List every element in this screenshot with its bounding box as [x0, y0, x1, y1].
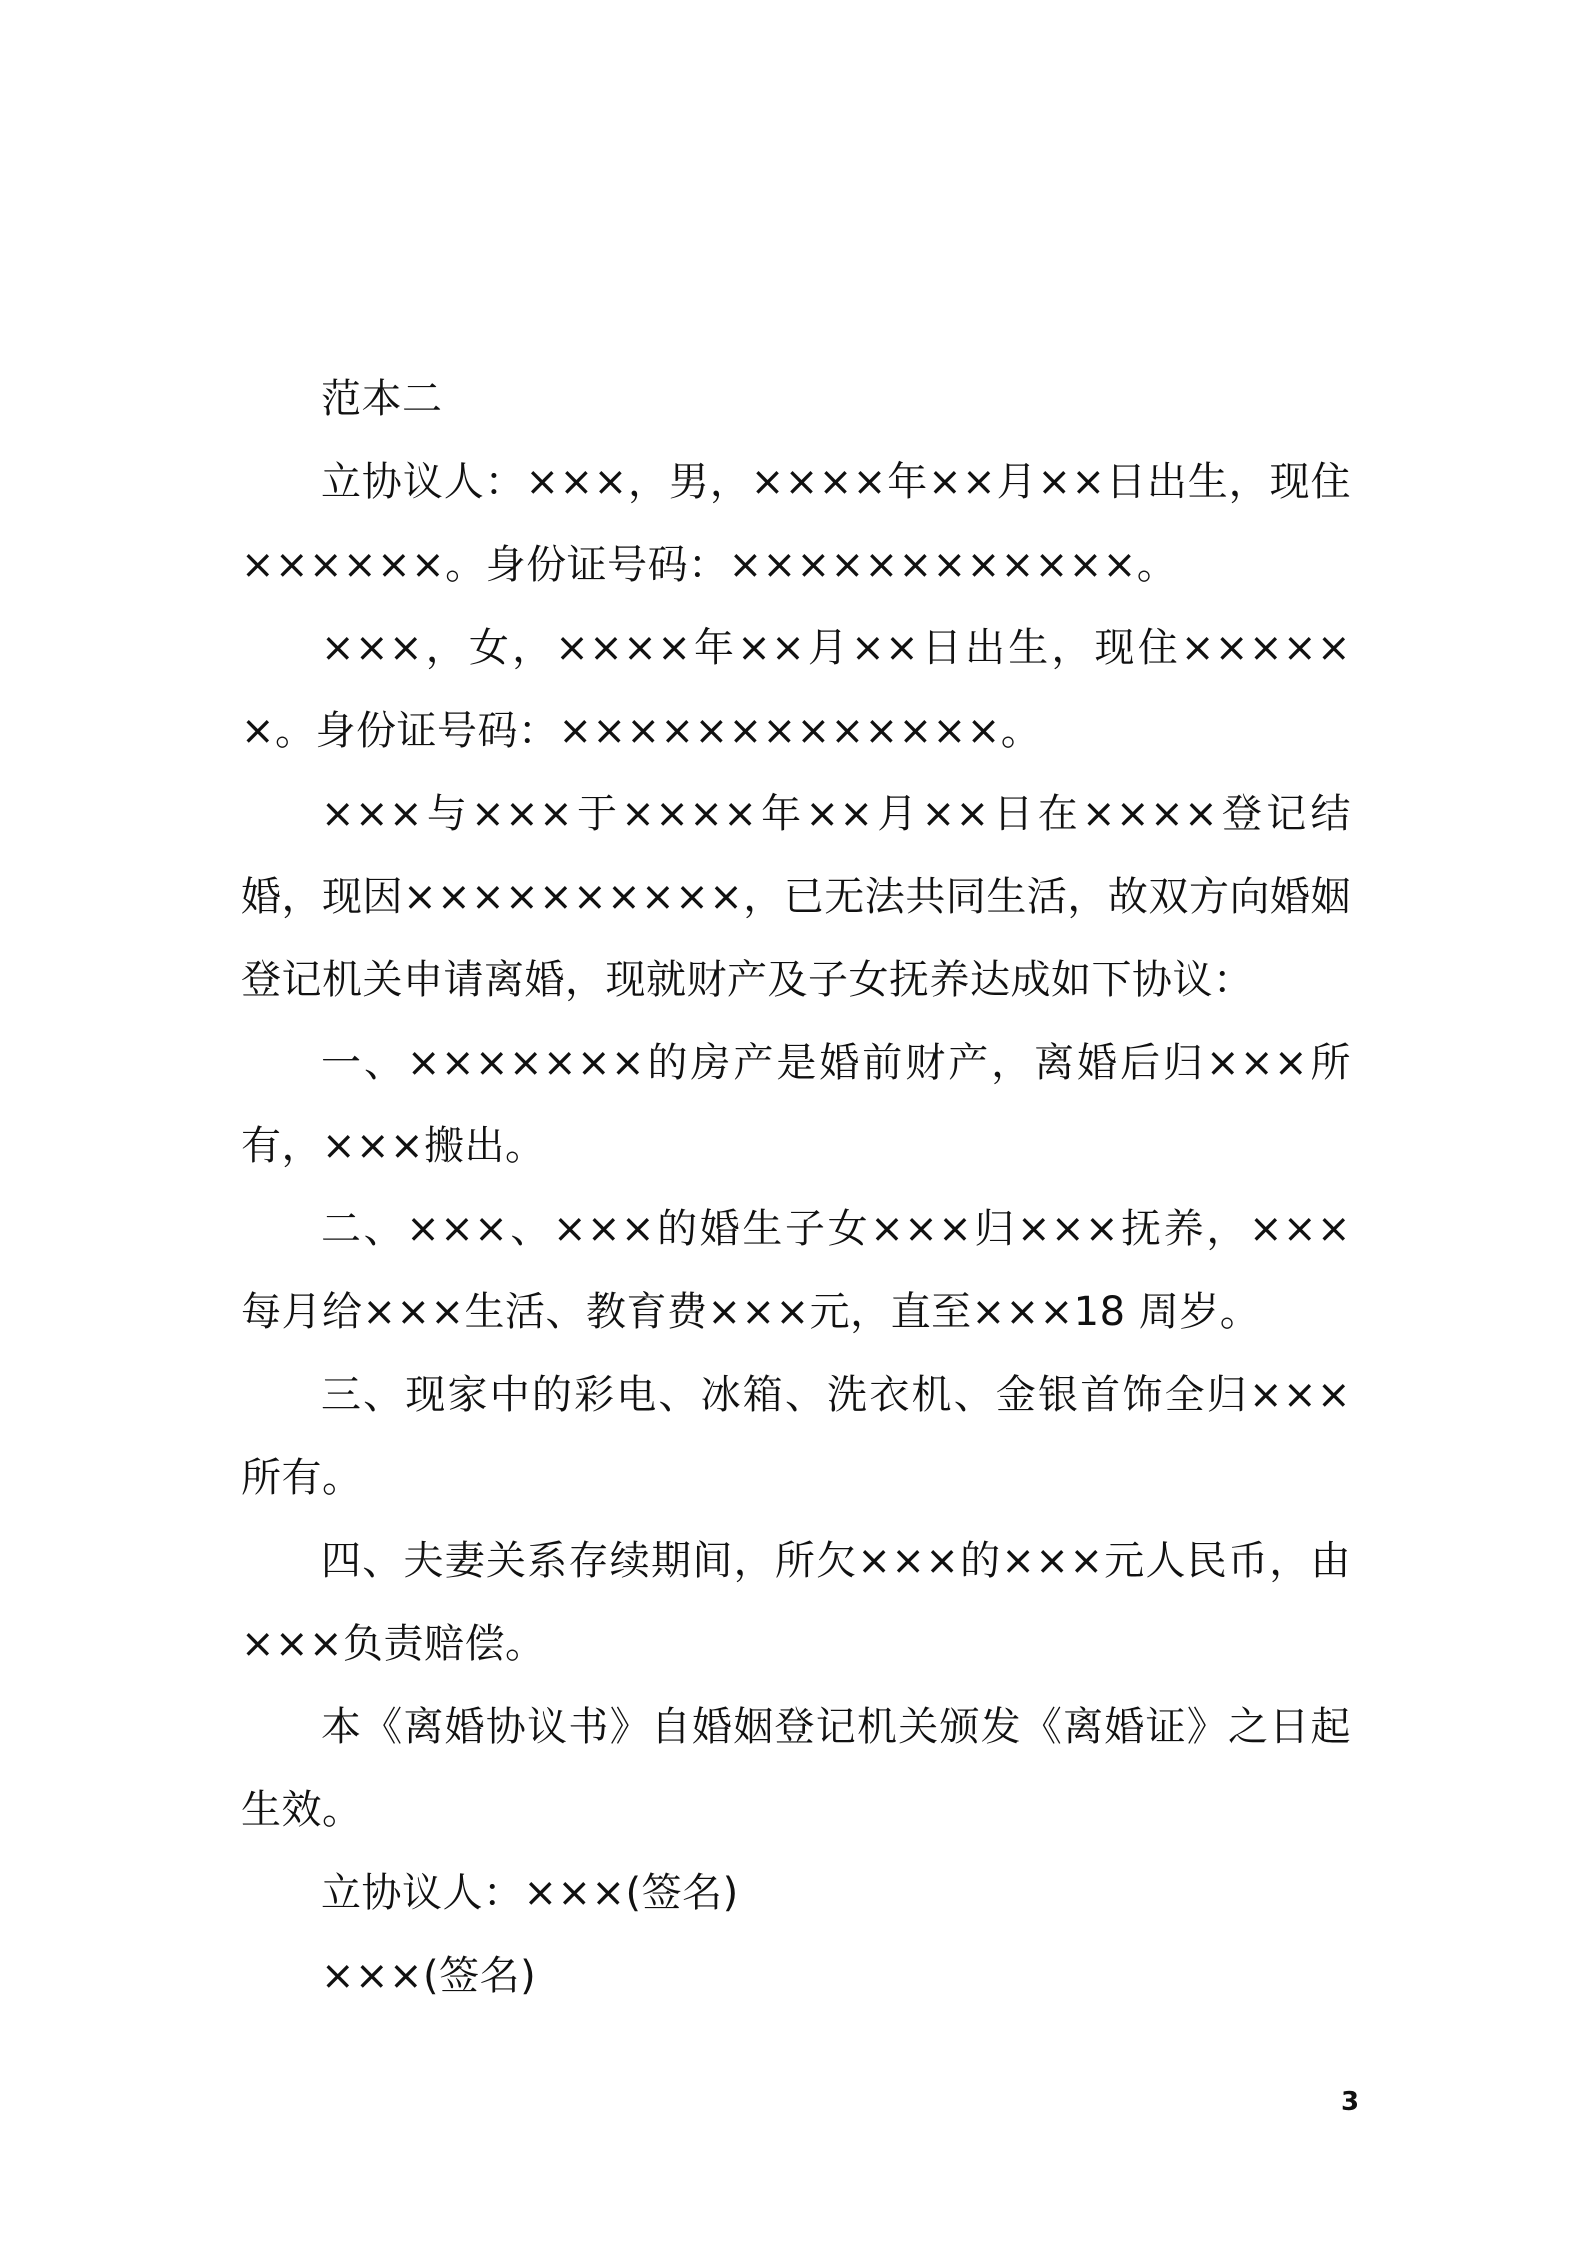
clause-four: 四、夫妻关系存续期间，所欠×××的×××元人民币，由×××负责赔偿。: [241, 1538, 1351, 1667]
marriage-statement: ×××与×××于××××年××月××日在××××登记结婚，现因××××××××××，已无法共同生活，故双方向婚姻登记机关申请离婚，现就财产及子女抚养达成如下协议：: [241, 791, 1351, 1003]
page-number: 3: [1340, 2087, 1360, 2117]
effective-clause: 本《离婚协议书》自婚姻登记机关颁发《离婚证》之日起生效。: [241, 1704, 1351, 1833]
signature-line-one: 立协议人：×××(签名): [321, 1870, 739, 1916]
party-two-info: ×××，女，××××年××月××日出生，现住××××××。身份证号码：×××××××××××××。: [241, 625, 1351, 754]
section-heading: 范本二: [321, 376, 443, 422]
clause-two: 二、×××、×××的婚生子女×××归×××抚养，×××每月给×××生活、教育费×××元，直至×××18 周岁。: [241, 1206, 1351, 1335]
clause-three: 三、现家中的彩电、冰箱、洗衣机、金银首饰全归×××所有。: [241, 1372, 1351, 1501]
signature-line-two: ×××(签名): [321, 1953, 537, 1999]
clause-one: 一、×××××××的房产是婚前财产，离婚后归×××所有，×××搬出。: [241, 1040, 1351, 1169]
party-one-info: 立协议人：×××，男，××××年××月××日出生，现住××××××。身份证号码：××××××××××××。: [241, 459, 1351, 588]
document-body: [241, 358, 1351, 2018]
